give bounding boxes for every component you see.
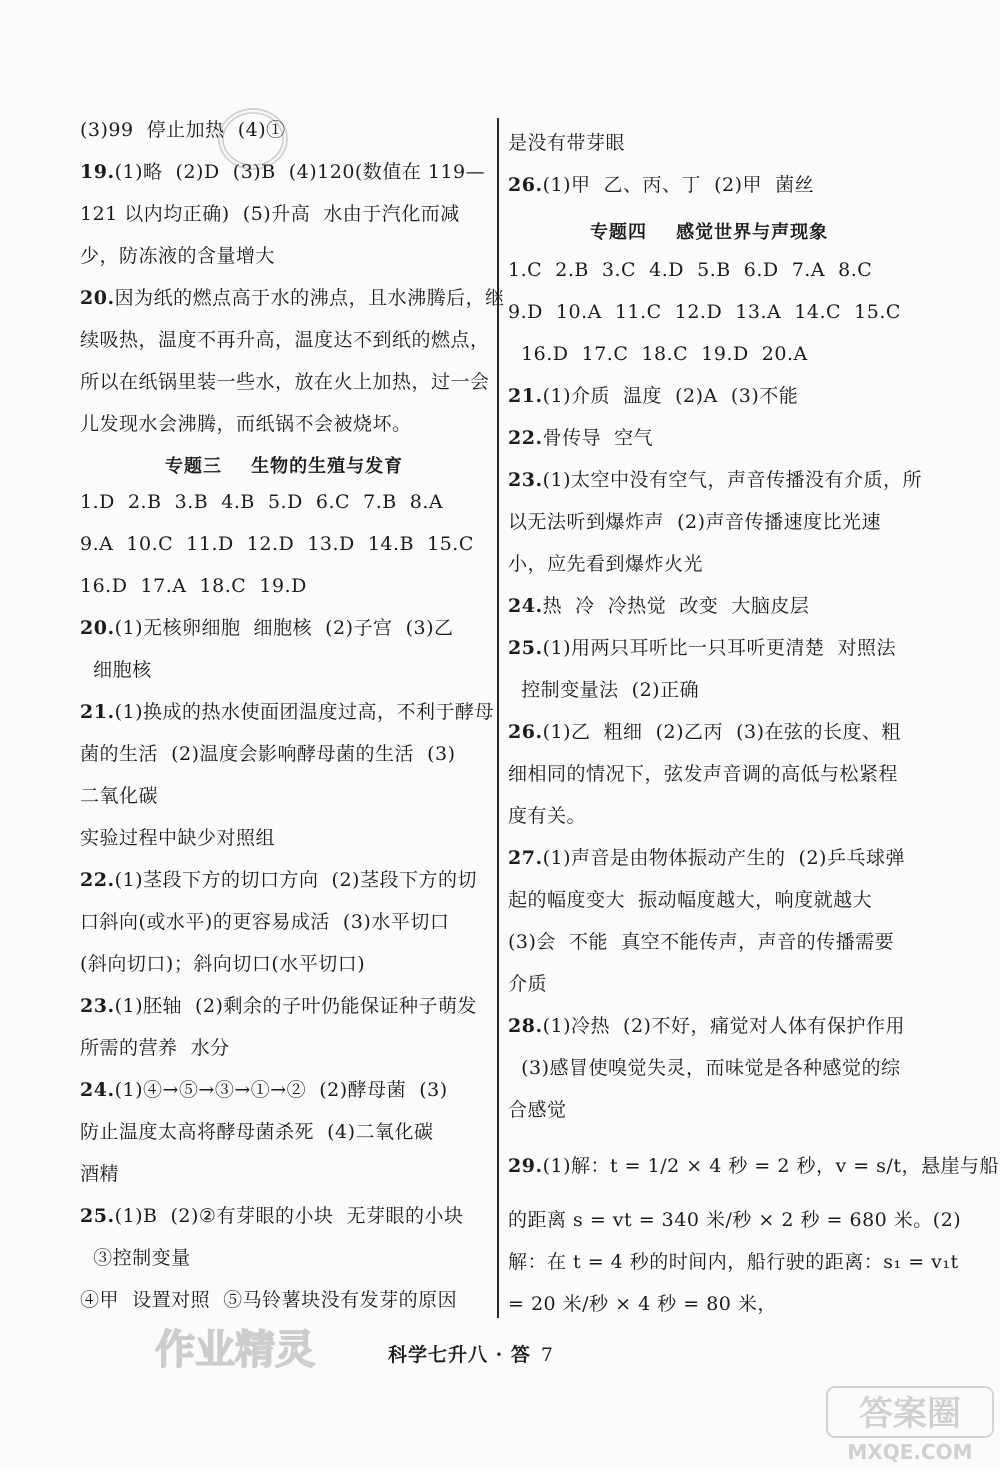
answer-text: 解：在 t = 4 秒的时间内，船行驶的距离：s₁ = v₁t	[508, 1251, 959, 1273]
answer-line	[80, 411, 412, 437]
answer-line	[80, 825, 275, 851]
answer-text: 介质	[508, 973, 548, 995]
question-number: 24.	[508, 595, 543, 617]
answer-text: 骨传导 空气	[542, 427, 654, 449]
answer-line	[80, 159, 485, 185]
page-number: 7	[540, 1344, 554, 1366]
answer-text: = 20 米/秒 × 4 秒 = 80 米，	[508, 1293, 777, 1315]
answer-text: 的距离 s = vt = 340 米/秒 × 2 秒 = 680 米。(2)	[508, 1209, 962, 1231]
answer-text: 口斜向(或水平)的更容易成活 (3)水平切口	[80, 911, 450, 933]
question-number: 20.	[80, 287, 115, 309]
answer-line	[508, 425, 653, 451]
answer-text: 控制变量法 (2)正确	[508, 679, 700, 701]
answer-line	[508, 130, 625, 156]
answer-text: 度有关。	[508, 805, 587, 827]
question-number: 26.	[508, 174, 543, 196]
answer-line	[80, 993, 477, 1019]
section-heading-4: 专题四 感觉世界与声现象	[590, 222, 829, 243]
answer-text: 防止温度太高将酵母菌杀死 (4)二氧化碳	[80, 1121, 434, 1143]
answer-line	[80, 1035, 230, 1061]
answer-text: 是没有带芽眼	[508, 132, 626, 154]
answer-line	[80, 1203, 464, 1229]
answer-text: (3)会 不能 真空不能传声，声音的传播需要	[508, 931, 895, 953]
answer-text: 小，应先看到爆炸火光	[508, 553, 704, 575]
answer-text: 酒精	[80, 1163, 120, 1185]
question-number: 19.	[80, 161, 115, 183]
answer-line	[508, 299, 901, 325]
question-number: 21.	[80, 701, 115, 723]
answer-line	[80, 285, 505, 311]
answer-line	[508, 929, 894, 955]
answer-text: 续吸热，温度不再升高，温度达不到纸的燃点，	[80, 329, 490, 351]
answer-line	[80, 1119, 434, 1145]
answer-text: (1)介质 温度 (2)A (3)不能	[542, 385, 799, 407]
answer-text: 9.A 10.C 11.D 12.D 13.D 14.B 15.C	[80, 533, 474, 555]
answer-text: 以无法听到爆炸声 (2)声音传播速度比光速	[508, 511, 881, 533]
answer-line	[508, 1249, 959, 1275]
footer-label: 科学七升八 · 答	[388, 1344, 531, 1366]
answer-text: (3)99 停止加热 (4)①	[80, 119, 286, 141]
answer-text: (1)乙 粗细 (2)乙丙 (3)在弦的长度、粗	[542, 721, 902, 743]
answer-line	[80, 117, 286, 143]
question-number: 27.	[508, 847, 543, 869]
answer-line	[80, 741, 456, 767]
answer-line	[508, 845, 905, 871]
answer-line	[80, 531, 474, 557]
answer-line	[80, 1161, 119, 1187]
answer-text: (1)换成的热水使面团温度过高，不利于酵母	[114, 701, 494, 723]
answer-line	[80, 201, 460, 227]
answer-line	[508, 635, 896, 661]
answer-line	[80, 489, 443, 515]
answer-text: 菌的生活 (2)温度会影响酵母菌的生活 (3)	[80, 743, 456, 765]
answer-line	[508, 467, 922, 493]
logo-icon	[825, 1385, 995, 1465]
answer-text: 实验过程中缺少对照组	[80, 827, 276, 849]
answer-line	[80, 573, 307, 599]
question-number: 25.	[508, 637, 543, 659]
answer-text: (1)太空中没有空气，声音传播没有介质，所	[542, 469, 922, 491]
question-number: 28.	[508, 1015, 543, 1037]
question-number: 20.	[80, 617, 115, 639]
question-number: 21.	[508, 385, 543, 407]
answer-line	[508, 719, 901, 745]
answer-text: 121 以内均正确) (5)升高 水由于汽化而减	[80, 203, 460, 225]
answer-line	[508, 172, 814, 198]
answer-text: 起的幅度变大 振动幅度越大，响度就越大	[508, 889, 873, 911]
answer-text: 16.D 17.A 18.C 19.D	[80, 575, 307, 597]
answer-text: 儿发现水会沸腾，而纸锅不会被烧坏。	[80, 413, 412, 435]
answer-text: 16.D 17.C 18.C 19.D 20.A	[508, 343, 808, 365]
answer-line	[508, 1291, 777, 1317]
answer-text: 细胞核	[80, 659, 152, 681]
answer-line	[80, 909, 449, 935]
answer-line	[508, 1207, 961, 1233]
question-number: 25.	[80, 1205, 115, 1227]
answer-text: 所以在纸锅里装一些水，放在火上加热，过一会	[80, 371, 490, 393]
question-number: 23.	[508, 469, 543, 491]
answer-line	[508, 551, 703, 577]
question-number: 26.	[508, 721, 543, 743]
answer-text: (3)感冒使嗅觉失灵，而味觉是各种感觉的综	[508, 1057, 901, 1079]
answer-line	[80, 327, 490, 353]
answer-text: (1)解：t = 1/2 × 4 秒 = 2 秒，v = s/t，悬崖与船	[542, 1155, 999, 1177]
answer-text: (1)冷热 (2)不好，痛觉对人体有保护作用	[542, 1015, 905, 1037]
answer-text: 所需的营养 水分	[80, 1037, 230, 1059]
svg-text:答案圈: 答案圈	[859, 1394, 961, 1434]
answer-text: 1.C 2.B 3.C 4.D 5.B 6.D 7.A 8.C	[508, 259, 873, 281]
answer-text: (1)用两只耳听比一只耳听更清楚 对照法	[542, 637, 897, 659]
answer-line	[80, 657, 152, 683]
answer-line	[508, 1153, 999, 1179]
answer-text: (1)B (2)②有芽眼的小块 无芽眼的小块	[114, 1205, 464, 1227]
answer-text: (1)胚轴 (2)剩余的子叶仍能保证种子萌发	[114, 995, 477, 1017]
answer-text: 细相同的情况下，弦发声音调的高低与松紧程	[508, 763, 899, 785]
answer-line	[80, 699, 494, 725]
answer-line	[508, 677, 699, 703]
answer-line	[80, 951, 365, 977]
question-number: 24.	[80, 1079, 115, 1101]
answer-text: 9.D 10.A 11.C 12.D 13.A 14.C 15.C	[508, 301, 901, 323]
answer-text: 因为纸的燃点高于水的沸点，且水沸腾后，继	[114, 287, 505, 309]
svg-text:MXQE.COM: MXQE.COM	[847, 1440, 973, 1464]
answer-text: 1.D 2.B 3.B 4.B 5.D 6.C 7.B 8.A	[80, 491, 444, 513]
answer-text: (1)略 (2)D (3)B (4)120(数值在 119—	[114, 161, 486, 183]
answer-line	[80, 1077, 448, 1103]
answer-line	[508, 971, 547, 997]
answer-text: (1)茎段下方的切口方向 (2)茎段下方的切	[114, 869, 477, 891]
answer-text: (1)④→⑤→③→①→② (2)酵母菌 (3)	[114, 1079, 448, 1101]
answer-text: (1)无核卵细胞 细胞核 (2)子宫 (3)乙	[114, 617, 454, 639]
answer-text: ③控制变量	[80, 1247, 191, 1269]
answer-line	[80, 783, 158, 809]
answer-line	[508, 761, 898, 787]
answer-text: (斜向切口)；斜向切口(水平切口)	[80, 953, 366, 975]
answer-text: (1)声音是由物体振动产生的 (2)乒乓球弹	[542, 847, 905, 869]
answer-text: 合感觉	[508, 1099, 567, 1121]
answer-line	[508, 257, 872, 283]
answer-line	[508, 1055, 901, 1081]
question-number: 29.	[508, 1155, 543, 1177]
answer-text: ④甲 设置对照 ⑤马铃薯块没有发芽的原因	[80, 1289, 458, 1311]
answer-line	[508, 509, 881, 535]
section-heading-3: 专题三 生物的生殖与发育	[165, 456, 404, 477]
question-number: 22.	[80, 869, 115, 891]
answer-line	[80, 1245, 191, 1271]
answer-line	[508, 803, 586, 829]
answer-line	[80, 867, 477, 893]
answer-text: 二氧化碳	[80, 785, 159, 807]
question-number: 23.	[80, 995, 115, 1017]
answer-text: 少，防冻液的含量增大	[80, 245, 276, 267]
answer-line	[508, 341, 808, 367]
answer-line	[508, 383, 798, 409]
answer-line	[80, 369, 490, 395]
answer-line	[508, 1097, 567, 1123]
answer-line	[80, 1287, 457, 1313]
answer-text: 热 冷 冷热觉 改变 大脑皮层	[542, 595, 810, 617]
question-number: 22.	[508, 427, 543, 449]
answer-line	[80, 243, 275, 269]
answer-line	[80, 615, 454, 641]
answer-line	[508, 1013, 905, 1039]
answer-line	[508, 887, 872, 913]
answer-line	[508, 593, 809, 619]
answer-text: (1)甲 乙、丙、丁 (2)甲 菌丝	[542, 174, 815, 196]
watermark-text: 作业精灵	[155, 1327, 315, 1373]
page-footer	[388, 1340, 554, 1367]
